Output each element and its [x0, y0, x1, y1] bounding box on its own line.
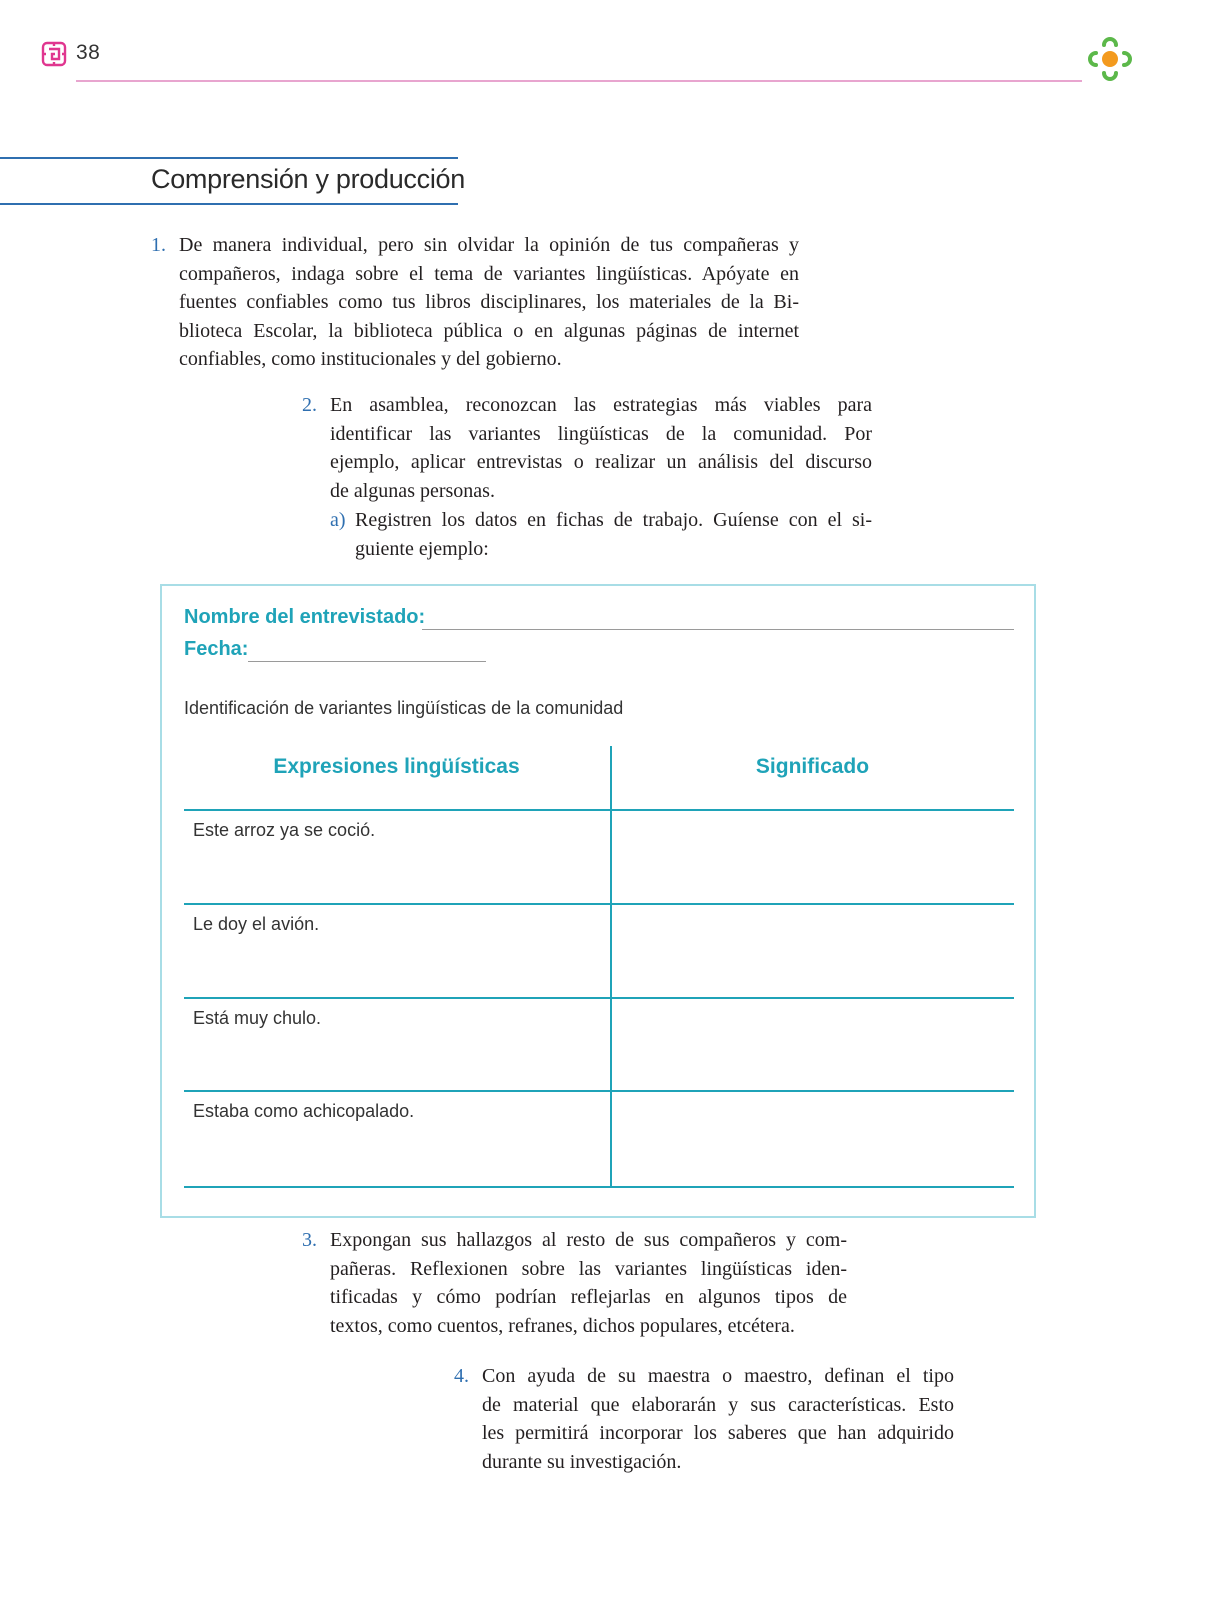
item-number: 2.	[302, 394, 317, 416]
date-field-line[interactable]	[248, 661, 486, 662]
table-cell-expression: Está muy chulo.	[193, 1008, 322, 1028]
item-number: 3.	[302, 1229, 317, 1251]
instruction-subitem-a	[330, 506, 872, 563]
instruction-item-2	[302, 391, 872, 505]
table-row-rule	[184, 1090, 1014, 1092]
spiral-glyph-icon	[40, 40, 68, 68]
item-text-line: durante su investigación.	[482, 1450, 682, 1473]
interviewee-name-label: Nombre del entrevistado:	[184, 606, 426, 628]
item-text-line: textos, como cuentos, refranes, dichos populares, etcétera.	[330, 1314, 795, 1337]
interviewee-name-field-line[interactable]	[422, 629, 1014, 630]
green-orange-flower-icon	[1084, 33, 1136, 85]
item-number: 1.	[151, 234, 166, 256]
item-text-line: blioteca Escolar, la biblioteca pública o en algunas páginas de internet	[179, 319, 799, 342]
table-cell-expression: Le doy el avión.	[193, 914, 320, 934]
page-number: 38	[76, 41, 101, 64]
table-cell-expression: Estaba como achicopalado.	[193, 1101, 415, 1121]
item-text-line: guiente ejemplo:	[355, 537, 489, 560]
item-text-line: identificar las variantes lingüísticas de la comunidad. Por	[330, 422, 872, 445]
column-header-expressions: Expresiones lingüísticas	[273, 755, 520, 778]
header-rule	[76, 80, 1082, 82]
table-cell-expression: Este arroz ya se coció.	[193, 820, 376, 840]
item-text-line: ejemplo, aplicar entrevistas o realizar un análisis del discurso	[330, 451, 872, 473]
section-title: Comprensión y producción	[151, 164, 465, 194]
date-label: Fecha:	[184, 638, 249, 660]
item-text-line: tificadas y cómo podrían reflejarlas en algunos tipos de	[330, 1286, 847, 1308]
item-text-line: En asamblea, reconozcan las estrategias más viables para	[330, 394, 872, 416]
section-rule-bottom	[0, 203, 458, 205]
instruction-item-4	[454, 1362, 954, 1476]
item-text-line: fuentes confiables como tus libros disciplinares, los materiales de la Bi-	[179, 291, 799, 313]
item-text-line: confiables, como institucionales y del gobierno.	[179, 348, 562, 370]
column-divider	[610, 746, 612, 1188]
item-text-line: de material que elaborarán y sus características. Esto	[482, 1393, 954, 1416]
item-text-line: Registren los datos en fichas de trabajo. Guíense con el si-	[355, 509, 872, 531]
item-text-line: compañeros, indaga sobre el tema de variantes lingüísticas. Apóyate en	[179, 262, 799, 285]
table-row-rule	[184, 809, 1014, 811]
subitem-label: a)	[330, 509, 346, 531]
table-caption: Identificación de variantes lingüísticas de la comunidad	[184, 698, 624, 718]
item-number: 4.	[454, 1365, 469, 1387]
item-text-line: de algunas personas.	[330, 479, 495, 502]
table-row-rule	[184, 903, 1014, 905]
column-header-meaning: Significado	[755, 755, 870, 778]
item-text-line: les permitirá incorporar los saberes que han adquirido	[482, 1422, 954, 1444]
table-row-rule	[184, 997, 1014, 999]
table-row-rule	[184, 1186, 1014, 1188]
item-text-line: De manera individual, pero sin olvidar la opinión de tus compañeras y	[179, 234, 799, 256]
section-rule-top	[0, 157, 458, 159]
instruction-item-1	[151, 231, 799, 374]
item-text-line: Expongan sus hallazgos al resto de sus compañeros y com-	[330, 1229, 847, 1251]
item-text-line: Con ayuda de su maestra o maestro, definan el tipo	[482, 1365, 954, 1387]
worksheet-box	[160, 584, 1036, 1218]
instruction-item-3	[302, 1226, 847, 1340]
item-text-line: pañeras. Reflexionen sobre las variantes lingüísticas iden-	[330, 1257, 847, 1280]
